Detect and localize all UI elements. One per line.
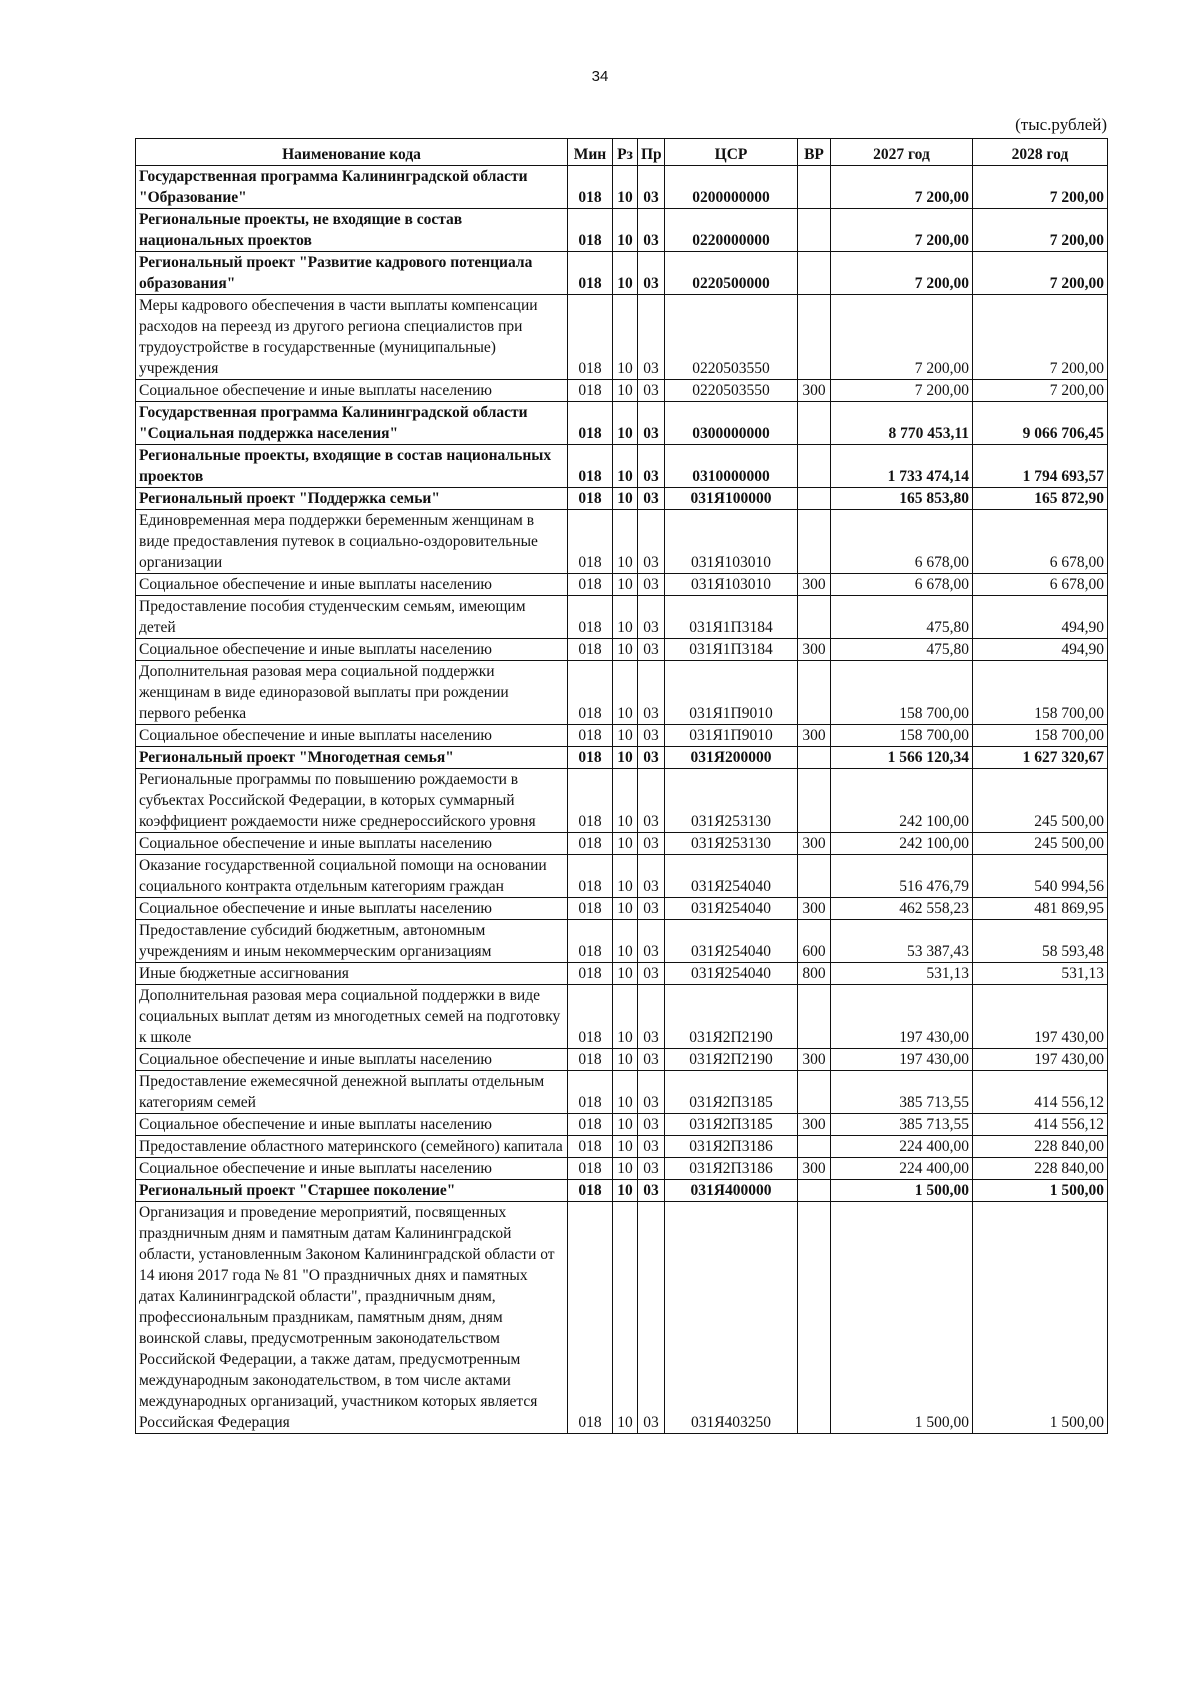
- table-row: [136, 445, 1108, 488]
- cell-2027: 385 713,55: [831, 1071, 973, 1114]
- cell-pr: 03: [638, 596, 665, 639]
- units-caption: (тыс.рублей): [1015, 115, 1107, 134]
- table-row: [136, 209, 1108, 252]
- cell-name: Предоставление субсидий бюджетным, автономным учреждениям и иным некоммерческим организациям: [136, 920, 568, 963]
- cell-rz: 10: [613, 725, 638, 747]
- cell-name: Единовременная мера поддержки беременным женщинам в виде предоставления путевок в социально-оздоровительные организации: [136, 510, 568, 574]
- cell-vr: [798, 1180, 831, 1202]
- cell-min: 018: [568, 380, 613, 402]
- cell-vr: [798, 445, 831, 488]
- cell-2027: 475,80: [831, 596, 973, 639]
- cell-csr: 0220500000: [665, 252, 798, 295]
- cell-rz: 10: [613, 445, 638, 488]
- table-row: [136, 252, 1108, 295]
- cell-rz: 10: [613, 1049, 638, 1071]
- cell-pr: 03: [638, 855, 665, 898]
- cell-pr: 03: [638, 661, 665, 725]
- header-vr: ВР: [798, 139, 831, 166]
- cell-pr: 03: [638, 1158, 665, 1180]
- cell-vr: [798, 510, 831, 574]
- cell-csr: 031Я254040: [665, 963, 798, 985]
- table-row: [136, 295, 1108, 380]
- cell-2027: 7 200,00: [831, 209, 973, 252]
- cell-rz: 10: [613, 488, 638, 510]
- cell-2027: 1 500,00: [831, 1202, 973, 1434]
- cell-min: 018: [568, 166, 613, 209]
- cell-name: Меры кадрового обеспечения в части выплаты компенсации расходов на переезд из другого региона специалистов при трудоустройстве в государственные (муниципальные) учреждения: [136, 295, 568, 380]
- cell-vr: 300: [798, 639, 831, 661]
- cell-min: 018: [568, 1180, 613, 1202]
- cell-csr: 031Я254040: [665, 898, 798, 920]
- cell-rz: 10: [613, 596, 638, 639]
- cell-min: 018: [568, 725, 613, 747]
- cell-2027: 242 100,00: [831, 769, 973, 833]
- cell-rz: 10: [613, 747, 638, 769]
- cell-name: Оказание государственной социальной помощи на основании социального контракта отдельным категориям граждан: [136, 855, 568, 898]
- cell-2027: 1 500,00: [831, 1180, 973, 1202]
- cell-2028: 494,90: [973, 639, 1108, 661]
- cell-2028: 228 840,00: [973, 1158, 1108, 1180]
- header-rz: Рз: [613, 139, 638, 166]
- cell-name: Дополнительная разовая мера социальной поддержки женщинам в виде единоразовой выплаты при рождении первого ребенка: [136, 661, 568, 725]
- table-row: [136, 1136, 1108, 1158]
- table-row: [136, 769, 1108, 833]
- cell-rz: 10: [613, 963, 638, 985]
- cell-2028: 9 066 706,45: [973, 402, 1108, 445]
- cell-name: Предоставление пособия студенческим семьям, имеющим детей: [136, 596, 568, 639]
- cell-vr: 300: [798, 1158, 831, 1180]
- cell-vr: [798, 402, 831, 445]
- table-row: [136, 488, 1108, 510]
- cell-rz: 10: [613, 985, 638, 1049]
- cell-min: 018: [568, 1158, 613, 1180]
- cell-name: Региональные проекты, не входящие в состав национальных проектов: [136, 209, 568, 252]
- cell-pr: 03: [638, 402, 665, 445]
- cell-vr: [798, 488, 831, 510]
- cell-rz: 10: [613, 252, 638, 295]
- cell-pr: 03: [638, 1049, 665, 1071]
- cell-name: Региональные программы по повышению рождаемости в субъектах Российской Федерации, в которых суммарный коэффициент рождаемости ниже среднероссийского уровня: [136, 769, 568, 833]
- cell-csr: 031Я2П3186: [665, 1136, 798, 1158]
- cell-2028: 158 700,00: [973, 725, 1108, 747]
- cell-2027: 158 700,00: [831, 725, 973, 747]
- cell-2027: 462 558,23: [831, 898, 973, 920]
- cell-min: 018: [568, 833, 613, 855]
- cell-rz: 10: [613, 898, 638, 920]
- table-row: [136, 402, 1108, 445]
- cell-2028: 481 869,95: [973, 898, 1108, 920]
- cell-rz: 10: [613, 510, 638, 574]
- cell-pr: 03: [638, 488, 665, 510]
- cell-csr: 0310000000: [665, 445, 798, 488]
- cell-2027: 1 566 120,34: [831, 747, 973, 769]
- table-row: [136, 898, 1108, 920]
- cell-pr: 03: [638, 1136, 665, 1158]
- header-min: Мин: [568, 139, 613, 166]
- cell-rz: 10: [613, 574, 638, 596]
- cell-csr: 031Я254040: [665, 920, 798, 963]
- cell-2028: 197 430,00: [973, 985, 1108, 1049]
- cell-rz: 10: [613, 855, 638, 898]
- cell-pr: 03: [638, 963, 665, 985]
- cell-2027: 224 400,00: [831, 1136, 973, 1158]
- cell-min: 018: [568, 1114, 613, 1136]
- cell-csr: 031Я400000: [665, 1180, 798, 1202]
- cell-pr: 03: [638, 209, 665, 252]
- table-row: [136, 747, 1108, 769]
- cell-pr: 03: [638, 166, 665, 209]
- cell-pr: 03: [638, 769, 665, 833]
- cell-2027: 242 100,00: [831, 833, 973, 855]
- cell-name: Иные бюджетные ассигнования: [136, 963, 568, 985]
- cell-vr: 300: [798, 380, 831, 402]
- cell-pr: 03: [638, 833, 665, 855]
- cell-min: 018: [568, 596, 613, 639]
- cell-vr: [798, 252, 831, 295]
- cell-name: Предоставление ежемесячной денежной выплаты отдельным категориям семей: [136, 1071, 568, 1114]
- cell-csr: 031Я200000: [665, 747, 798, 769]
- table-row: [136, 963, 1108, 985]
- cell-csr: 0200000000: [665, 166, 798, 209]
- cell-csr: 031Я103010: [665, 510, 798, 574]
- cell-csr: 031Я2П3186: [665, 1158, 798, 1180]
- cell-pr: 03: [638, 639, 665, 661]
- cell-vr: [798, 985, 831, 1049]
- cell-2027: 7 200,00: [831, 252, 973, 295]
- table-row: [136, 985, 1108, 1049]
- cell-min: 018: [568, 510, 613, 574]
- cell-vr: 300: [798, 898, 831, 920]
- cell-csr: 0220503550: [665, 295, 798, 380]
- cell-2028: 158 700,00: [973, 661, 1108, 725]
- cell-name: Социальное обеспечение и иные выплаты населению: [136, 725, 568, 747]
- cell-name: Региональный проект "Старшее поколение": [136, 1180, 568, 1202]
- cell-csr: 031Я403250: [665, 1202, 798, 1434]
- cell-min: 018: [568, 769, 613, 833]
- cell-rz: 10: [613, 380, 638, 402]
- table-body: [136, 166, 1108, 1434]
- cell-2027: 197 430,00: [831, 985, 973, 1049]
- cell-pr: 03: [638, 380, 665, 402]
- cell-pr: 03: [638, 295, 665, 380]
- cell-rz: 10: [613, 1071, 638, 1114]
- cell-rz: 10: [613, 402, 638, 445]
- cell-min: 018: [568, 574, 613, 596]
- cell-name: Региональный проект "Развитие кадрового потенциала образования": [136, 252, 568, 295]
- table-row: [136, 1158, 1108, 1180]
- cell-min: 018: [568, 402, 613, 445]
- page-number: 34: [591, 68, 609, 85]
- cell-rz: 10: [613, 1136, 638, 1158]
- table-row: [136, 639, 1108, 661]
- header-csr: ЦСР: [665, 139, 798, 166]
- cell-2028: 245 500,00: [973, 769, 1108, 833]
- cell-2027: 165 853,80: [831, 488, 973, 510]
- cell-name: Предоставление областного материнского (семейного) капитала: [136, 1136, 568, 1158]
- cell-min: 018: [568, 920, 613, 963]
- table-row: [136, 855, 1108, 898]
- cell-min: 018: [568, 252, 613, 295]
- cell-2028: 165 872,90: [973, 488, 1108, 510]
- cell-min: 018: [568, 985, 613, 1049]
- cell-csr: 031Я103010: [665, 574, 798, 596]
- cell-2027: 6 678,00: [831, 510, 973, 574]
- cell-2028: 531,13: [973, 963, 1108, 985]
- cell-2027: 1 733 474,14: [831, 445, 973, 488]
- cell-vr: [798, 295, 831, 380]
- cell-vr: [798, 747, 831, 769]
- cell-min: 018: [568, 1049, 613, 1071]
- cell-2028: 6 678,00: [973, 574, 1108, 596]
- cell-vr: 300: [798, 1049, 831, 1071]
- cell-min: 018: [568, 209, 613, 252]
- cell-name: Государственная программа Калининградской области "Социальная поддержка населения": [136, 402, 568, 445]
- cell-min: 018: [568, 445, 613, 488]
- cell-2027: 7 200,00: [831, 166, 973, 209]
- cell-csr: 031Я1П9010: [665, 661, 798, 725]
- table-row: [136, 1202, 1108, 1434]
- cell-csr: 031Я2П3185: [665, 1114, 798, 1136]
- cell-name: Региональный проект "Поддержка семьи": [136, 488, 568, 510]
- cell-2027: 158 700,00: [831, 661, 973, 725]
- cell-vr: 300: [798, 833, 831, 855]
- table-row: [136, 1114, 1108, 1136]
- cell-csr: 0220000000: [665, 209, 798, 252]
- cell-min: 018: [568, 661, 613, 725]
- cell-name: Социальное обеспечение и иные выплаты населению: [136, 1158, 568, 1180]
- cell-csr: 031Я2П2190: [665, 1049, 798, 1071]
- table-row: [136, 661, 1108, 725]
- cell-vr: 300: [798, 574, 831, 596]
- cell-2028: 7 200,00: [973, 380, 1108, 402]
- cell-rz: 10: [613, 769, 638, 833]
- header-name: Наименование кода: [136, 139, 568, 166]
- cell-vr: [798, 1136, 831, 1158]
- cell-name: Государственная программа Калининградской области "Образование": [136, 166, 568, 209]
- cell-pr: 03: [638, 1180, 665, 1202]
- cell-name: Региональный проект "Многодетная семья": [136, 747, 568, 769]
- cell-min: 018: [568, 639, 613, 661]
- cell-vr: 300: [798, 1114, 831, 1136]
- cell-pr: 03: [638, 747, 665, 769]
- cell-rz: 10: [613, 209, 638, 252]
- cell-2027: 7 200,00: [831, 380, 973, 402]
- table-row: [136, 725, 1108, 747]
- table-row: [136, 920, 1108, 963]
- cell-csr: 0300000000: [665, 402, 798, 445]
- cell-2027: 531,13: [831, 963, 973, 985]
- table-row: [136, 1049, 1108, 1071]
- cell-csr: 031Я100000: [665, 488, 798, 510]
- cell-2028: 414 556,12: [973, 1071, 1108, 1114]
- cell-2028: 6 678,00: [973, 510, 1108, 574]
- cell-min: 018: [568, 1136, 613, 1158]
- cell-vr: 800: [798, 963, 831, 985]
- cell-2028: 414 556,12: [973, 1114, 1108, 1136]
- cell-2027: 197 430,00: [831, 1049, 973, 1071]
- table-row: [136, 510, 1108, 574]
- cell-name: Дополнительная разовая мера социальной поддержки в виде социальных выплат детям из многодетных семей на подготовку к школе: [136, 985, 568, 1049]
- cell-2028: 1 627 320,67: [973, 747, 1108, 769]
- cell-2027: 385 713,55: [831, 1114, 973, 1136]
- cell-min: 018: [568, 1202, 613, 1434]
- cell-2028: 1 794 693,57: [973, 445, 1108, 488]
- table-row: [136, 833, 1108, 855]
- cell-2028: 7 200,00: [973, 166, 1108, 209]
- cell-pr: 03: [638, 1114, 665, 1136]
- cell-rz: 10: [613, 295, 638, 380]
- cell-2028: 7 200,00: [973, 252, 1108, 295]
- cell-2028: 245 500,00: [973, 833, 1108, 855]
- cell-pr: 03: [638, 1202, 665, 1434]
- cell-csr: 0220503550: [665, 380, 798, 402]
- cell-rz: 10: [613, 1202, 638, 1434]
- cell-pr: 03: [638, 510, 665, 574]
- cell-csr: 031Я1П9010: [665, 725, 798, 747]
- cell-vr: 600: [798, 920, 831, 963]
- cell-pr: 03: [638, 920, 665, 963]
- cell-name: Социальное обеспечение и иные выплаты населению: [136, 1049, 568, 1071]
- cell-2027: 475,80: [831, 639, 973, 661]
- cell-rz: 10: [613, 1180, 638, 1202]
- cell-2028: 540 994,56: [973, 855, 1108, 898]
- cell-2027: 8 770 453,11: [831, 402, 973, 445]
- cell-rz: 10: [613, 1158, 638, 1180]
- cell-2027: 7 200,00: [831, 295, 973, 380]
- cell-2028: 494,90: [973, 596, 1108, 639]
- cell-min: 018: [568, 295, 613, 380]
- cell-vr: [798, 769, 831, 833]
- table-row: [136, 380, 1108, 402]
- cell-pr: 03: [638, 1071, 665, 1114]
- cell-csr: 031Я253130: [665, 769, 798, 833]
- table-row: [136, 166, 1108, 209]
- header-2028: 2028 год: [973, 139, 1108, 166]
- cell-rz: 10: [613, 639, 638, 661]
- cell-csr: 031Я1П3184: [665, 639, 798, 661]
- cell-vr: [798, 661, 831, 725]
- cell-rz: 10: [613, 166, 638, 209]
- cell-vr: [798, 596, 831, 639]
- cell-2027: 6 678,00: [831, 574, 973, 596]
- cell-pr: 03: [638, 252, 665, 295]
- cell-2028: 7 200,00: [973, 295, 1108, 380]
- cell-vr: [798, 1071, 831, 1114]
- table-row: [136, 1071, 1108, 1114]
- cell-pr: 03: [638, 898, 665, 920]
- cell-name: Социальное обеспечение и иные выплаты населению: [136, 898, 568, 920]
- cell-min: 018: [568, 898, 613, 920]
- cell-name: Организация и проведение мероприятий, посвященных праздничным дням и памятным датам Калининградской области, установленным Законом Калининградской области от 14 июня 2017 года № 81 "О праздничных днях и памятных датах Калининградской области", праздничным дням, профессиональным праздникам, памятным дням, дням воинской славы, предусмотренным законодательством Российской Федерации, а также датам, предусмотренным международным законодательством, в том числе актами международных организаций, участником которых является Российская Федерация: [136, 1202, 568, 1434]
- header-2027: 2027 год: [831, 139, 973, 166]
- cell-pr: 03: [638, 445, 665, 488]
- cell-min: 018: [568, 488, 613, 510]
- table-header-row: [136, 139, 1108, 166]
- cell-vr: [798, 1202, 831, 1434]
- cell-rz: 10: [613, 661, 638, 725]
- cell-2027: 224 400,00: [831, 1158, 973, 1180]
- cell-csr: 031Я254040: [665, 855, 798, 898]
- cell-pr: 03: [638, 725, 665, 747]
- cell-csr: 031Я2П2190: [665, 985, 798, 1049]
- table-row: [136, 574, 1108, 596]
- cell-name: Социальное обеспечение и иные выплаты населению: [136, 639, 568, 661]
- cell-rz: 10: [613, 1114, 638, 1136]
- cell-2028: 7 200,00: [973, 209, 1108, 252]
- cell-name: Региональные проекты, входящие в состав национальных проектов: [136, 445, 568, 488]
- cell-2028: 1 500,00: [973, 1202, 1108, 1434]
- cell-name: Социальное обеспечение и иные выплаты населению: [136, 833, 568, 855]
- cell-csr: 031Я253130: [665, 833, 798, 855]
- budget-table: [135, 138, 1108, 1434]
- cell-2027: 53 387,43: [831, 920, 973, 963]
- header-pr: Пр: [638, 139, 665, 166]
- cell-min: 018: [568, 963, 613, 985]
- table-row: [136, 596, 1108, 639]
- cell-csr: 031Я1П3184: [665, 596, 798, 639]
- cell-vr: [798, 855, 831, 898]
- cell-rz: 10: [613, 920, 638, 963]
- cell-name: Социальное обеспечение и иные выплаты населению: [136, 380, 568, 402]
- cell-pr: 03: [638, 985, 665, 1049]
- cell-name: Социальное обеспечение и иные выплаты населению: [136, 1114, 568, 1136]
- cell-2028: 197 430,00: [973, 1049, 1108, 1071]
- table-row: [136, 1180, 1108, 1202]
- cell-2027: 516 476,79: [831, 855, 973, 898]
- cell-2028: 58 593,48: [973, 920, 1108, 963]
- cell-min: 018: [568, 1071, 613, 1114]
- cell-vr: 300: [798, 725, 831, 747]
- cell-pr: 03: [638, 574, 665, 596]
- cell-csr: 031Я2П3185: [665, 1071, 798, 1114]
- cell-min: 018: [568, 855, 613, 898]
- cell-vr: [798, 209, 831, 252]
- cell-name: Социальное обеспечение и иные выплаты населению: [136, 574, 568, 596]
- cell-2028: 228 840,00: [973, 1136, 1108, 1158]
- cell-rz: 10: [613, 833, 638, 855]
- cell-vr: [798, 166, 831, 209]
- cell-2028: 1 500,00: [973, 1180, 1108, 1202]
- cell-min: 018: [568, 747, 613, 769]
